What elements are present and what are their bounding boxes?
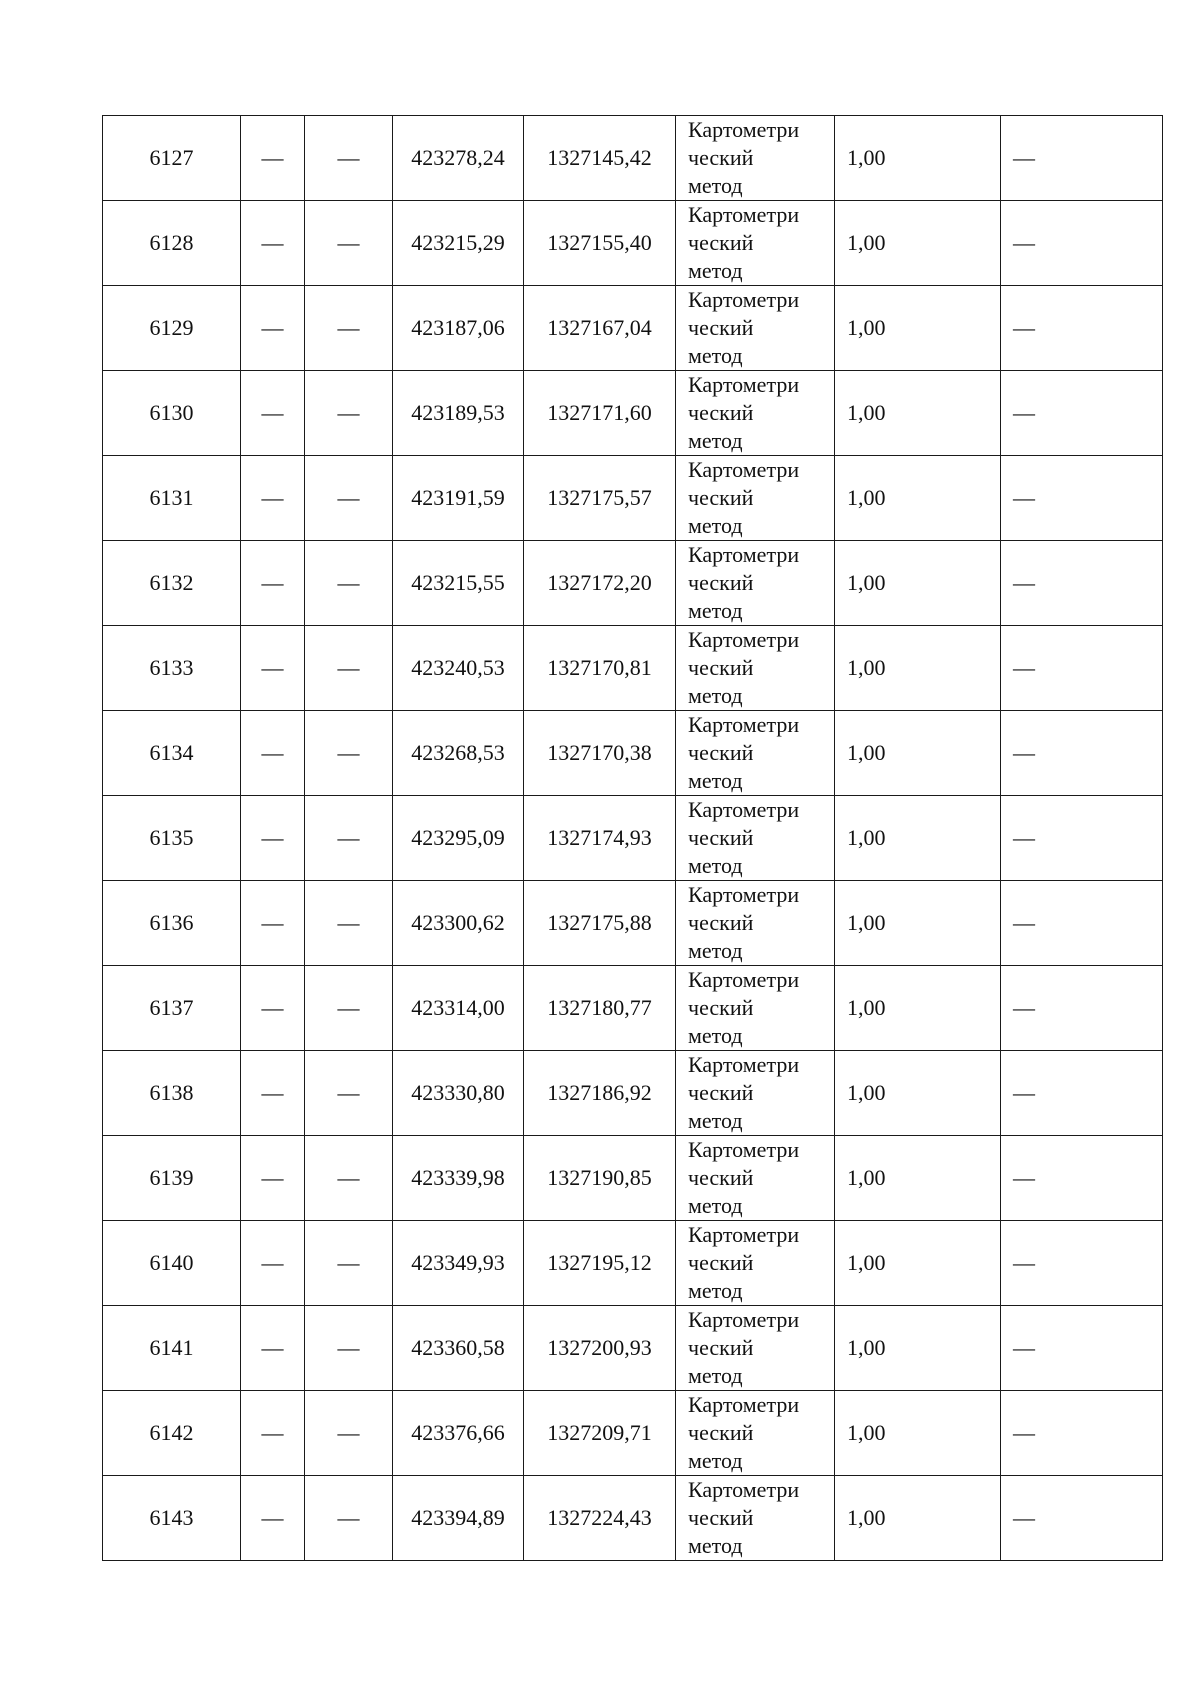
table-row — [103, 1051, 1163, 1136]
point-number: 6138 — [103, 1051, 241, 1136]
point-number: 6130 — [103, 371, 241, 456]
coordinate-x: 423314,00 — [393, 966, 524, 1051]
empty-cell-dash: — — [305, 1306, 393, 1391]
empty-cell-dash: — — [241, 1051, 305, 1136]
accuracy-value: 1,00 — [835, 1221, 1001, 1306]
method-line-2: ческий — [688, 1335, 754, 1360]
point-number: 6127 — [103, 116, 241, 201]
empty-cell-dash: — — [1001, 286, 1163, 371]
method-cell — [676, 796, 835, 881]
coordinate-y: 1327174,93 — [524, 796, 676, 881]
empty-cell-dash: — — [1001, 1051, 1163, 1136]
empty-cell-dash: — — [241, 796, 305, 881]
method-line-3: метод — [688, 598, 743, 623]
empty-cell-dash: — — [305, 1051, 393, 1136]
method-line-2: ческий — [688, 1250, 754, 1275]
coordinate-x: 423189,53 — [393, 371, 524, 456]
empty-cell-dash: — — [241, 711, 305, 796]
empty-cell-dash: — — [241, 456, 305, 541]
coordinate-y: 1327186,92 — [524, 1051, 676, 1136]
empty-cell-dash: — — [1001, 201, 1163, 286]
coordinate-x: 423215,55 — [393, 541, 524, 626]
method-line-1: Картометри — [688, 1477, 800, 1502]
accuracy-value: 1,00 — [835, 626, 1001, 711]
method-line-2: ческий — [688, 315, 754, 340]
empty-cell-dash: — — [305, 881, 393, 966]
method-line-1: Картометри — [688, 967, 800, 992]
empty-cell-dash: — — [241, 541, 305, 626]
method-line-3: метод — [688, 258, 743, 283]
accuracy-value: 1,00 — [835, 711, 1001, 796]
method-cell — [676, 1221, 835, 1306]
method-line-1: Картометри — [688, 882, 800, 907]
empty-cell-dash: — — [305, 796, 393, 881]
empty-cell-dash: — — [241, 966, 305, 1051]
method-line-1: Картометри — [688, 1137, 800, 1162]
coordinate-x: 423360,58 — [393, 1306, 524, 1391]
method-line-3: метод — [688, 513, 743, 538]
empty-cell-dash: — — [305, 711, 393, 796]
empty-cell-dash: — — [305, 1391, 393, 1476]
coordinate-y: 1327180,77 — [524, 966, 676, 1051]
method-cell — [676, 201, 835, 286]
point-number: 6134 — [103, 711, 241, 796]
coordinate-y: 1327175,88 — [524, 881, 676, 966]
coordinate-x: 423187,06 — [393, 286, 524, 371]
method-line-1: Картометри — [688, 542, 800, 567]
method-line-3: метод — [688, 1363, 743, 1388]
table-row — [103, 966, 1163, 1051]
coordinate-x: 423394,89 — [393, 1476, 524, 1561]
method-line-3: метод — [688, 343, 743, 368]
table-row — [103, 456, 1163, 541]
method-line-3: метод — [688, 1023, 743, 1048]
empty-cell-dash: — — [305, 541, 393, 626]
method-line-2: ческий — [688, 1420, 754, 1445]
accuracy-value: 1,00 — [835, 1051, 1001, 1136]
accuracy-value: 1,00 — [835, 116, 1001, 201]
table-row — [103, 1221, 1163, 1306]
method-line-2: ческий — [688, 1505, 754, 1530]
method-line-1: Картометри — [688, 117, 800, 142]
method-line-1: Картометри — [688, 1307, 800, 1332]
method-line-1: Картометри — [688, 1392, 800, 1417]
table-row — [103, 286, 1163, 371]
point-number: 6139 — [103, 1136, 241, 1221]
method-line-2: ческий — [688, 740, 754, 765]
method-cell — [676, 881, 835, 966]
coordinate-y: 1327172,20 — [524, 541, 676, 626]
coordinate-y: 1327167,04 — [524, 286, 676, 371]
point-number: 6132 — [103, 541, 241, 626]
empty-cell-dash: — — [305, 371, 393, 456]
coordinate-y: 1327200,93 — [524, 1306, 676, 1391]
accuracy-value: 1,00 — [835, 966, 1001, 1051]
coordinate-y: 1327224,43 — [524, 1476, 676, 1561]
accuracy-value: 1,00 — [835, 1391, 1001, 1476]
point-number: 6133 — [103, 626, 241, 711]
method-line-2: ческий — [688, 400, 754, 425]
coordinate-y: 1327190,85 — [524, 1136, 676, 1221]
accuracy-value: 1,00 — [835, 541, 1001, 626]
method-cell — [676, 456, 835, 541]
table-row — [103, 1391, 1163, 1476]
empty-cell-dash: — — [305, 626, 393, 711]
method-line-3: метод — [688, 768, 743, 793]
accuracy-value: 1,00 — [835, 201, 1001, 286]
method-line-1: Картометри — [688, 1052, 800, 1077]
accuracy-value: 1,00 — [835, 796, 1001, 881]
empty-cell-dash: — — [1001, 371, 1163, 456]
coordinate-y: 1327170,38 — [524, 711, 676, 796]
method-line-2: ческий — [688, 230, 754, 255]
empty-cell-dash: — — [1001, 966, 1163, 1051]
coordinate-x: 423300,62 — [393, 881, 524, 966]
method-line-2: ческий — [688, 910, 754, 935]
method-cell — [676, 371, 835, 456]
empty-cell-dash: — — [305, 286, 393, 371]
method-cell — [676, 626, 835, 711]
coordinate-x: 423240,53 — [393, 626, 524, 711]
method-line-3: метод — [688, 173, 743, 198]
coordinate-y: 1327155,40 — [524, 201, 676, 286]
coordinate-y: 1327170,81 — [524, 626, 676, 711]
method-line-1: Картометри — [688, 287, 800, 312]
method-line-3: метод — [688, 1193, 743, 1218]
table-row — [103, 371, 1163, 456]
coordinate-y: 1327209,71 — [524, 1391, 676, 1476]
coordinate-x: 423295,09 — [393, 796, 524, 881]
empty-cell-dash: — — [241, 881, 305, 966]
method-line-2: ческий — [688, 145, 754, 170]
method-line-1: Картометри — [688, 627, 800, 652]
coordinate-y: 1327171,60 — [524, 371, 676, 456]
point-number: 6143 — [103, 1476, 241, 1561]
method-cell — [676, 541, 835, 626]
point-number: 6137 — [103, 966, 241, 1051]
empty-cell-dash: — — [1001, 1136, 1163, 1221]
empty-cell-dash: — — [241, 201, 305, 286]
table-row — [103, 796, 1163, 881]
point-number: 6141 — [103, 1306, 241, 1391]
coordinate-x: 423339,98 — [393, 1136, 524, 1221]
empty-cell-dash: — — [241, 116, 305, 201]
method-line-1: Картометри — [688, 372, 800, 397]
method-line-1: Картометри — [688, 712, 800, 737]
coordinate-x: 423191,59 — [393, 456, 524, 541]
empty-cell-dash: — — [1001, 1391, 1163, 1476]
method-line-2: ческий — [688, 485, 754, 510]
empty-cell-dash: — — [1001, 1306, 1163, 1391]
method-line-2: ческий — [688, 995, 754, 1020]
point-number: 6131 — [103, 456, 241, 541]
method-line-1: Картометри — [688, 457, 800, 482]
coordinate-y: 1327175,57 — [524, 456, 676, 541]
coordinate-x: 423278,24 — [393, 116, 524, 201]
empty-cell-dash: — — [1001, 1476, 1163, 1561]
method-line-3: метод — [688, 1533, 743, 1558]
coordinate-x: 423376,66 — [393, 1391, 524, 1476]
method-cell — [676, 966, 835, 1051]
empty-cell-dash: — — [1001, 116, 1163, 201]
empty-cell-dash: — — [241, 1391, 305, 1476]
coordinate-x: 423330,80 — [393, 1051, 524, 1136]
coordinate-x: 423349,93 — [393, 1221, 524, 1306]
empty-cell-dash: — — [1001, 881, 1163, 966]
empty-cell-dash: — — [241, 1306, 305, 1391]
empty-cell-dash: — — [1001, 711, 1163, 796]
method-cell — [676, 1136, 835, 1221]
method-cell — [676, 286, 835, 371]
table-row — [103, 626, 1163, 711]
empty-cell-dash: — — [305, 1221, 393, 1306]
coordinates-table — [102, 115, 1163, 1561]
method-cell — [676, 711, 835, 796]
point-number: 6142 — [103, 1391, 241, 1476]
method-cell — [676, 1306, 835, 1391]
empty-cell-dash: — — [305, 201, 393, 286]
method-line-2: ческий — [688, 570, 754, 595]
empty-cell-dash: — — [1001, 456, 1163, 541]
table-row — [103, 541, 1163, 626]
empty-cell-dash: — — [1001, 1221, 1163, 1306]
accuracy-value: 1,00 — [835, 1306, 1001, 1391]
method-cell — [676, 1476, 835, 1561]
table-row — [103, 711, 1163, 796]
point-number: 6128 — [103, 201, 241, 286]
accuracy-value: 1,00 — [835, 371, 1001, 456]
accuracy-value: 1,00 — [835, 1476, 1001, 1561]
method-line-3: метод — [688, 1448, 743, 1473]
method-cell — [676, 116, 835, 201]
method-line-2: ческий — [688, 1165, 754, 1190]
method-line-3: метод — [688, 938, 743, 963]
table-row — [103, 1306, 1163, 1391]
empty-cell-dash: — — [1001, 541, 1163, 626]
empty-cell-dash: — — [241, 1221, 305, 1306]
accuracy-value: 1,00 — [835, 881, 1001, 966]
empty-cell-dash: — — [241, 626, 305, 711]
method-line-3: метод — [688, 683, 743, 708]
empty-cell-dash: — — [305, 456, 393, 541]
point-number: 6140 — [103, 1221, 241, 1306]
method-line-1: Картометри — [688, 797, 800, 822]
point-number: 6129 — [103, 286, 241, 371]
table-body — [103, 116, 1163, 1561]
method-line-3: метод — [688, 428, 743, 453]
accuracy-value: 1,00 — [835, 286, 1001, 371]
method-line-2: ческий — [688, 655, 754, 680]
method-cell — [676, 1051, 835, 1136]
method-line-2: ческий — [688, 825, 754, 850]
method-line-3: метод — [688, 1278, 743, 1303]
table-row — [103, 881, 1163, 966]
empty-cell-dash: — — [305, 116, 393, 201]
empty-cell-dash: — — [241, 286, 305, 371]
accuracy-value: 1,00 — [835, 456, 1001, 541]
method-line-1: Картометри — [688, 202, 800, 227]
table-row — [103, 1476, 1163, 1561]
empty-cell-dash: — — [1001, 626, 1163, 711]
table-row — [103, 116, 1163, 201]
method-line-3: метод — [688, 853, 743, 878]
empty-cell-dash: — — [305, 1136, 393, 1221]
coordinate-x: 423215,29 — [393, 201, 524, 286]
empty-cell-dash: — — [241, 371, 305, 456]
empty-cell-dash: — — [241, 1476, 305, 1561]
empty-cell-dash: — — [241, 1136, 305, 1221]
table-row — [103, 1136, 1163, 1221]
method-cell — [676, 1391, 835, 1476]
table-row — [103, 201, 1163, 286]
empty-cell-dash: — — [1001, 796, 1163, 881]
empty-cell-dash: — — [305, 1476, 393, 1561]
point-number: 6135 — [103, 796, 241, 881]
method-line-1: Картометри — [688, 1222, 800, 1247]
method-line-2: ческий — [688, 1080, 754, 1105]
accuracy-value: 1,00 — [835, 1136, 1001, 1221]
method-line-3: метод — [688, 1108, 743, 1133]
coordinate-y: 1327195,12 — [524, 1221, 676, 1306]
point-number: 6136 — [103, 881, 241, 966]
coordinate-y: 1327145,42 — [524, 116, 676, 201]
empty-cell-dash: — — [305, 966, 393, 1051]
coordinate-x: 423268,53 — [393, 711, 524, 796]
